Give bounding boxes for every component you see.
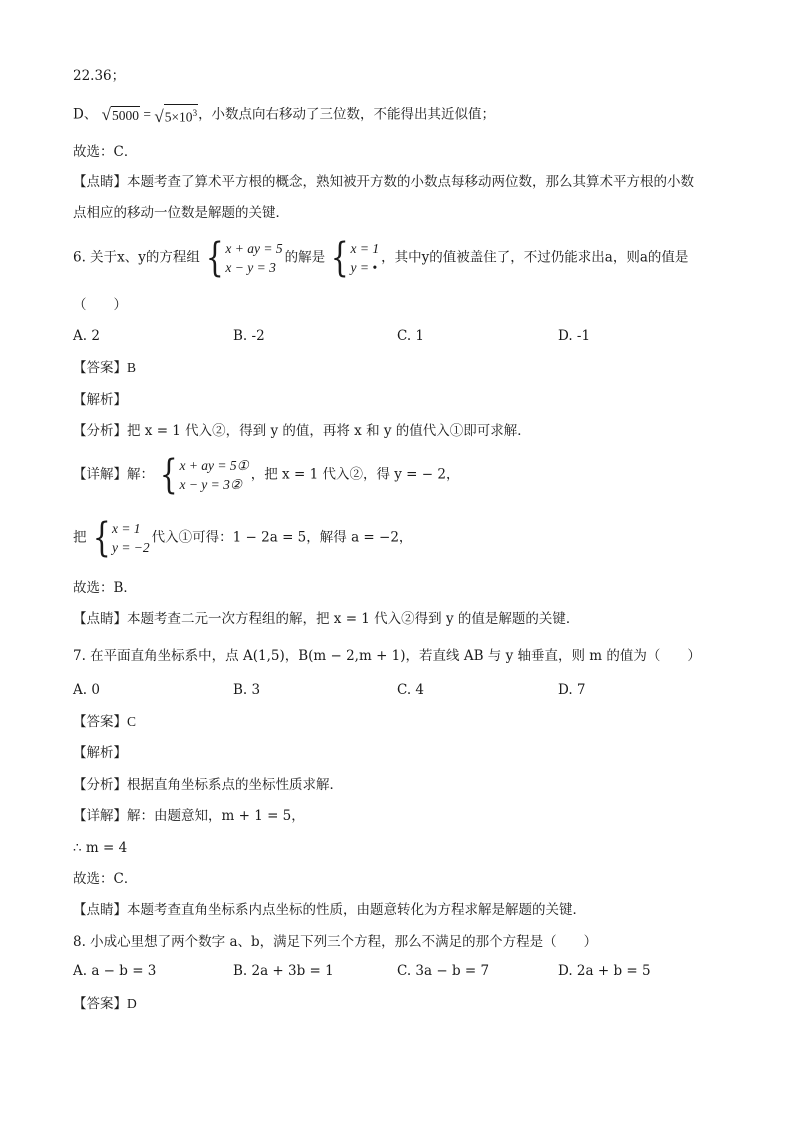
equation-system: { x = 1 y = •: [330, 235, 380, 281]
choice-d: D. -1: [558, 328, 591, 344]
choose-line: 故选：C．: [73, 871, 138, 887]
choice-a: A. 0: [73, 682, 100, 698]
substitution-line: 把 { x = 1 y = −2 代入①可得：1 − 2a = 5，解得 a = −2，: [73, 515, 413, 561]
answer-line: 【答案】B: [73, 360, 137, 376]
text-line: 22.36；: [73, 68, 126, 84]
choice-c: C. 4: [397, 682, 425, 698]
choice-b: B. 2a + 3b = 1: [233, 963, 334, 979]
dianjing-line: 【点睛】本题考查二元一次方程组的解，把 x = 1 代入②得到 y 的值是解题的关键．: [73, 611, 580, 627]
answer-line: 【答案】C: [73, 714, 137, 730]
xiangjie-line: 【详解】解： { x + ay = 5① x − y = 3② ，把 x = 1 代入②，得 y = − 2，: [73, 452, 460, 498]
choice-a: A. 2: [73, 328, 100, 344]
equation-system: { x + ay = 5 x − y = 3: [205, 235, 283, 281]
choice-b: B. 3: [233, 682, 261, 698]
dianjing-line: 【点睛】本题考查直角坐标系内点坐标的性质，由题意转化为方程求解是解题的关键．: [73, 902, 586, 918]
answer-line: 【答案】D: [73, 996, 137, 1012]
equation-system: { x + ay = 5① x − y = 3②: [159, 452, 249, 498]
xiangjie-line: 【详解】解：由题意知，m + 1 = 5，: [73, 808, 305, 824]
choose-line: 故选：C．: [73, 144, 138, 160]
option-d-explanation: D、 √ 5000 = √ $5\times 10^3$ ，小数点向右移动了三位数，不能得出其近似值；: [73, 104, 496, 126]
jiexi-label: 【解析】: [73, 392, 127, 408]
choose-line: 故选：B．: [73, 580, 137, 596]
question-6-stem: 6. 关于x、y的方程组 { x + ay = 5 x − y = 3 的解是 { x = 1 y = • ，其中y的值被盖住了，不过仍能求出a，则a的值是: [73, 235, 689, 281]
choice-c: C. 3a − b = 7: [397, 963, 490, 979]
therefore-line: ∴ m = 4: [73, 840, 128, 856]
choice-a: A. a − b = 3: [73, 963, 157, 979]
dianjing-line: 【点睛】本题考查了算术平方根的概念，熟知被开方数的小数点每移动两位数，那么其算术平方根的小数: [73, 174, 694, 190]
choice-b: B. -2: [233, 328, 265, 344]
jiexi-label: 【解析】: [73, 745, 127, 761]
equation-system: { x = 1 y = −2: [92, 515, 150, 561]
question-8-stem: 8. 小成心里想了两个数字 a、b，满足下列三个方程，那么不满足的那个方程是（ ）: [73, 934, 598, 950]
choice-c: C. 1: [397, 328, 425, 344]
dianjing-label: 【点睛】: [73, 174, 127, 190]
dianjing-line-cont: 点相应的移动一位数是解题的关键．: [73, 205, 289, 221]
question-6-paren: （ ）: [73, 297, 127, 313]
choice-d: D. 2a + b = 5: [558, 963, 651, 979]
question-7-stem: 7. 在平面直角坐标系中，点 A(1,5)，B(m − 2,m + 1)，若直线 AB 与 y 轴垂直，则 m 的值为（ ）: [73, 648, 701, 664]
fenxi-line: 【分析】把 x = 1 代入②，得到 y 的值，再将 x 和 y 的值代入①即可求解．: [73, 423, 531, 439]
fenxi-line: 【分析】根据直角坐标系点的坐标性质求解．: [73, 777, 343, 793]
sqrt-expression: √ $5\times 10^3$: [154, 104, 198, 126]
sqrt-expression: √ 5000: [101, 104, 139, 124]
choice-d: D. 7: [558, 682, 586, 698]
